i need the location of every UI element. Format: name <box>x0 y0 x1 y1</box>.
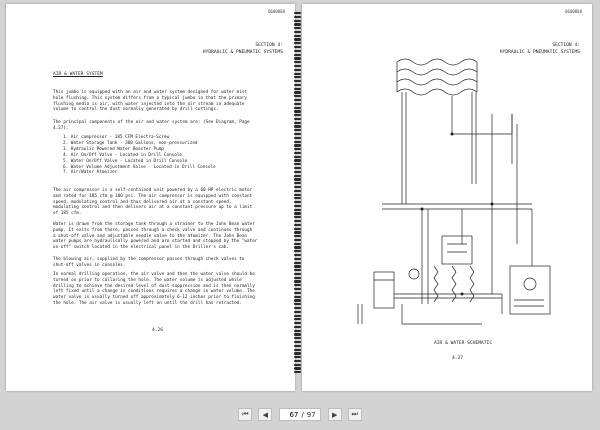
spiral-coil <box>294 50 301 52</box>
spiral-coil <box>294 318 301 320</box>
spiral-coil <box>294 88 301 90</box>
spiral-coil <box>294 129 301 131</box>
spiral-coil <box>294 152 301 154</box>
spiral-coil <box>294 137 301 139</box>
spiral-coil <box>294 352 301 354</box>
spiral-coil <box>294 27 301 29</box>
last-page-button[interactable] <box>348 408 362 421</box>
list-item: 3. Hydraulic Powered Water Booster Pump <box>63 146 164 152</box>
current-page-input[interactable] <box>284 411 298 419</box>
spiral-coil <box>294 307 301 309</box>
spiral-coil <box>294 110 301 112</box>
intro-paragraph: This jumbo is equipped with an air and water system designed for water mist hole flushing. This system differs from a typical jumbo in that the primary flushing media is air, with water injected into the air stream in adequate volume to control the dust normally generated by drill cuttings. <box>53 90 248 113</box>
previous-page-button[interactable] <box>258 408 272 421</box>
spiral-coil <box>294 322 301 324</box>
spiral-coil <box>294 76 301 78</box>
list-item: 7. Air/Water Atomizer <box>63 170 118 176</box>
spiral-coil <box>294 315 301 317</box>
spiral-coil <box>294 367 301 369</box>
spiral-coil <box>294 201 301 203</box>
spiral-coil <box>294 349 301 351</box>
spiral-coil <box>294 95 301 97</box>
spiral-coil <box>294 107 301 109</box>
list-item: 1. Air compressor - 185 CFM Electra-Screw <box>63 135 170 140</box>
spiral-coil <box>294 178 301 180</box>
spiral-coil <box>294 258 301 260</box>
spiral-coil <box>294 265 301 267</box>
spiral-coil <box>294 141 301 143</box>
spiral-coil <box>294 103 301 105</box>
section-number: SECTION 4: <box>552 43 580 48</box>
spiral-coil <box>294 61 301 63</box>
spiral-coil <box>294 194 301 196</box>
spiral-coil <box>294 148 301 150</box>
page-separator: / <box>301 410 304 419</box>
spiral-coil <box>294 159 301 161</box>
section-title: HYDRAULIC & PNEUMATIC SYSTEMS <box>499 49 580 55</box>
spiral-coil <box>294 20 301 22</box>
spiral-coil <box>294 118 301 120</box>
spiral-coil <box>294 250 301 252</box>
spiral-coil <box>294 73 301 75</box>
spiral-coil <box>294 23 301 25</box>
spiral-coil <box>294 133 301 135</box>
spiral-coil <box>294 182 301 184</box>
spiral-coil <box>294 246 301 248</box>
spiral-coil <box>294 269 301 271</box>
section-header <box>203 43 283 56</box>
spiral-coil <box>294 228 301 230</box>
spiral-coil <box>294 296 301 298</box>
air-water-schematic-diagram <box>302 4 592 391</box>
spiral-coil <box>294 84 301 86</box>
spiral-coil <box>294 205 301 207</box>
spiral-coil <box>294 125 301 127</box>
spiral-coil <box>294 212 301 214</box>
spiral-coil <box>294 91 301 93</box>
list-item: 5. Water On/Off Valve - Located in Drill Console <box>63 158 188 164</box>
spiral-coil <box>294 69 301 71</box>
spiral-coil <box>294 171 301 173</box>
spiral-coil <box>294 80 301 82</box>
spiral-coil <box>294 239 301 241</box>
spiral-coil <box>294 235 301 237</box>
spiral-coil <box>294 277 301 279</box>
spiral-coil <box>294 333 301 335</box>
spiral-coil <box>294 38 301 40</box>
page-id: 0600888 <box>268 9 285 14</box>
page-number: 4.26 <box>152 328 164 333</box>
spiral-coil <box>294 167 301 169</box>
spiral-coil <box>294 42 301 44</box>
section-title: HYDRAULIC & PNEUMATIC SYSTEMS <box>202 49 283 55</box>
spiral-coil <box>294 216 301 218</box>
list-item: 2. Water Storage Tank - 300 Gallons, non-pressurized <box>63 140 198 146</box>
total-pages: 97 <box>306 410 316 419</box>
spiral-coil <box>294 114 301 116</box>
spiral-coil <box>294 345 301 347</box>
spiral-coil <box>294 122 301 124</box>
spiral-coil <box>294 46 301 48</box>
viewer-toolbar <box>0 399 600 430</box>
components-intro-paragraph: The principal components of the air and water system are: (See Diagram, Page 4.27). <box>53 120 250 131</box>
spiral-coil <box>294 35 301 37</box>
spiral-coil <box>294 99 301 101</box>
spiral-coil <box>294 356 301 358</box>
page-number: 4.27 <box>452 356 464 361</box>
water-paragraph: Water is drawn from the storage tank through a strainer to the John Bean water pump. It exits from there, passes through a check valve and continues through a shut-off valve and adjustable needle valve to the atomizer. The John Bean water pumps are hydraulically powered and are started and stopped by the "water on-off" switch located in the electrical panel in the Driller's cab. <box>53 222 258 251</box>
spiral-coil <box>294 190 301 192</box>
first-page-button[interactable] <box>238 408 252 421</box>
next-page-button[interactable] <box>328 408 342 421</box>
spiral-coil <box>294 254 301 256</box>
spiral-coil <box>294 360 301 362</box>
spiral-coil <box>294 54 301 56</box>
spiral-coil <box>294 186 301 188</box>
spiral-coil <box>294 156 301 158</box>
spiral-coil <box>294 231 301 233</box>
spiral-coil <box>294 144 301 146</box>
spiral-coil <box>294 220 301 222</box>
spiral-coil <box>294 330 301 332</box>
spiral-coil <box>294 280 301 282</box>
spiral-coil <box>294 197 301 199</box>
list-item: 6. Water Volume Adjustment Valve - Located in Drill Console <box>63 164 216 170</box>
list-item: 4. Air On/Off Valve - Located in Drill Console <box>63 152 182 158</box>
diagram-caption: AIR & WATER SCHEMATIC <box>434 341 493 346</box>
previous-page-icon: ◀ <box>262 410 269 419</box>
spiral-coil <box>294 364 301 366</box>
spiral-coil <box>294 326 301 328</box>
spiral-coil <box>294 273 301 275</box>
spiral-coil <box>294 163 301 165</box>
spiral-coil <box>294 31 301 33</box>
blowing-air-paragraph: The blowing air, supplied by the compressor passes through check valves to shut-off valves in consoles. <box>53 257 245 268</box>
next-page-icon: ▶ <box>331 410 338 419</box>
spiral-coil <box>294 284 301 286</box>
first-page-icon: ⏮ <box>242 410 249 418</box>
operation-paragraph: In normal drilling operation, the air valve and then the water valve should be turned on prior to collaring the hole. The water volume is adjusted while drilling to achieve the desired level of dust suppression and is then normally left fixed until a change in conditions requires a change in water volume. The water valve is usually turned off approximately 6-12 inches prior to finishing the hole. The air valve is usually left on until the drill has retracted. <box>53 272 255 306</box>
spiral-coil <box>294 288 301 290</box>
spiral-coil <box>294 243 301 245</box>
spiral-coil <box>294 337 301 339</box>
spiral-coil <box>294 12 301 14</box>
right-document-page <box>302 4 592 391</box>
page-title: AIR & WATER SYSTEM <box>53 72 103 77</box>
spiral-coil <box>294 341 301 343</box>
spiral-coil <box>294 175 301 177</box>
spiral-coil <box>294 65 301 67</box>
page-id: 0600888 <box>565 9 582 14</box>
components-list <box>63 135 216 176</box>
spiral-coil <box>294 371 301 373</box>
spiral-coil <box>294 292 301 294</box>
spiral-coil <box>294 299 301 301</box>
spiral-coil <box>294 303 301 305</box>
spiral-coil <box>294 311 301 313</box>
spiral-coil <box>294 209 301 211</box>
spiral-coil <box>294 57 301 59</box>
spiral-coil <box>294 262 301 264</box>
last-page-icon: ⏭ <box>351 410 358 418</box>
section-number: SECTION 4: <box>255 43 283 48</box>
spiral-coil <box>294 224 301 226</box>
spiral-coil <box>294 16 301 18</box>
page-indicator <box>279 408 320 421</box>
left-document-page <box>6 4 295 391</box>
compressor-paragraph: The air compressor is a self-contained unit powered by a 60 HP electric motor and rated for 185 cfm @ 100 psi. The air compressor is equipped with constant speed, modulating control and thus delivered air at a constant speed, modulating control and then delivers air at a constant pressure up to a limit of 185 cfm. <box>53 188 253 217</box>
